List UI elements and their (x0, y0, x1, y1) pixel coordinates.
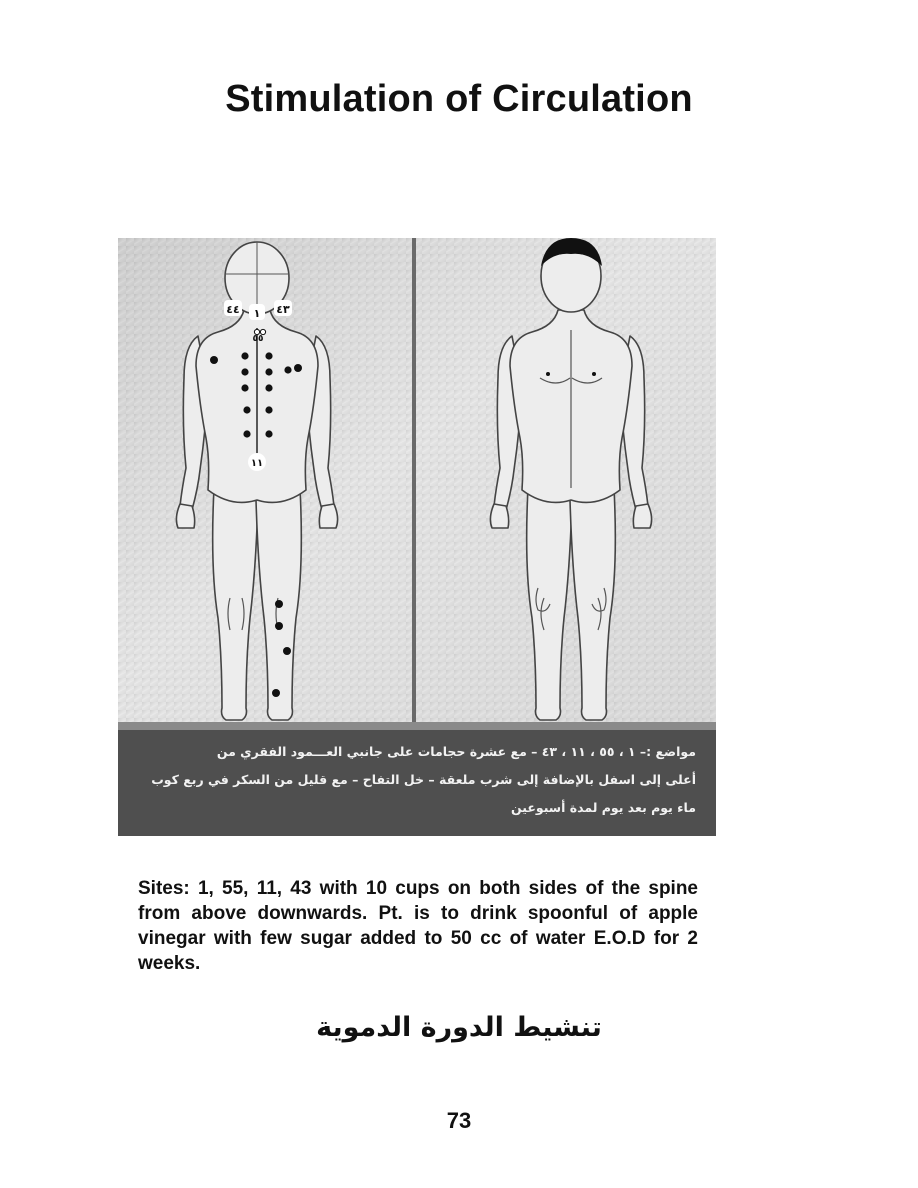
arabic-title: تنشيط الدورة الدموية (316, 1012, 602, 1043)
svg-text:٤٣: ٤٣ (276, 303, 290, 316)
site-label-neck-right (274, 300, 292, 316)
svg-text:١: ١ (253, 307, 261, 320)
svg-text:١١: ١١ (250, 458, 264, 469)
figure-divider (412, 238, 416, 722)
cupping-sites-figure (118, 238, 716, 836)
page-title: Stimulation of Circulation (225, 78, 693, 120)
page-number: 73 (446, 1108, 472, 1133)
arabic-caption-line-2: أعلى إلى اسفل بالإضافة إلى شرب ملعقة – خل التفاح – مع قليل من السكر في ربع كوب (151, 772, 696, 787)
site-label-lower-back (248, 453, 266, 471)
site-label-neck-left (224, 300, 242, 316)
arabic-caption-line-3: ماء يوم بعد يوم لمدة أسبوعين (510, 800, 696, 815)
arabic-caption-box (118, 730, 716, 836)
site-label-upper-spine (253, 334, 264, 344)
svg-text:٤٤: ٤٤ (226, 303, 240, 316)
svg-text:٥٥: ٥٥ (252, 334, 264, 344)
arabic-caption-line-1: مواضع :– ١ ، ٥٥ ، ١١ ، ٤٣ – مع عشرة حجامات على جانبي العـــمود الفقري من (216, 744, 696, 759)
description-paragraph: Sites: 1, 55, 11, 43 with 10 cups on both sides of the spine from above downwards. Pt. is to drink spoonful of apple vinegar with few sugar added to 50 cc of water E.O.D for 2 weeks. (138, 878, 698, 974)
site-label-neck-center (249, 304, 265, 320)
